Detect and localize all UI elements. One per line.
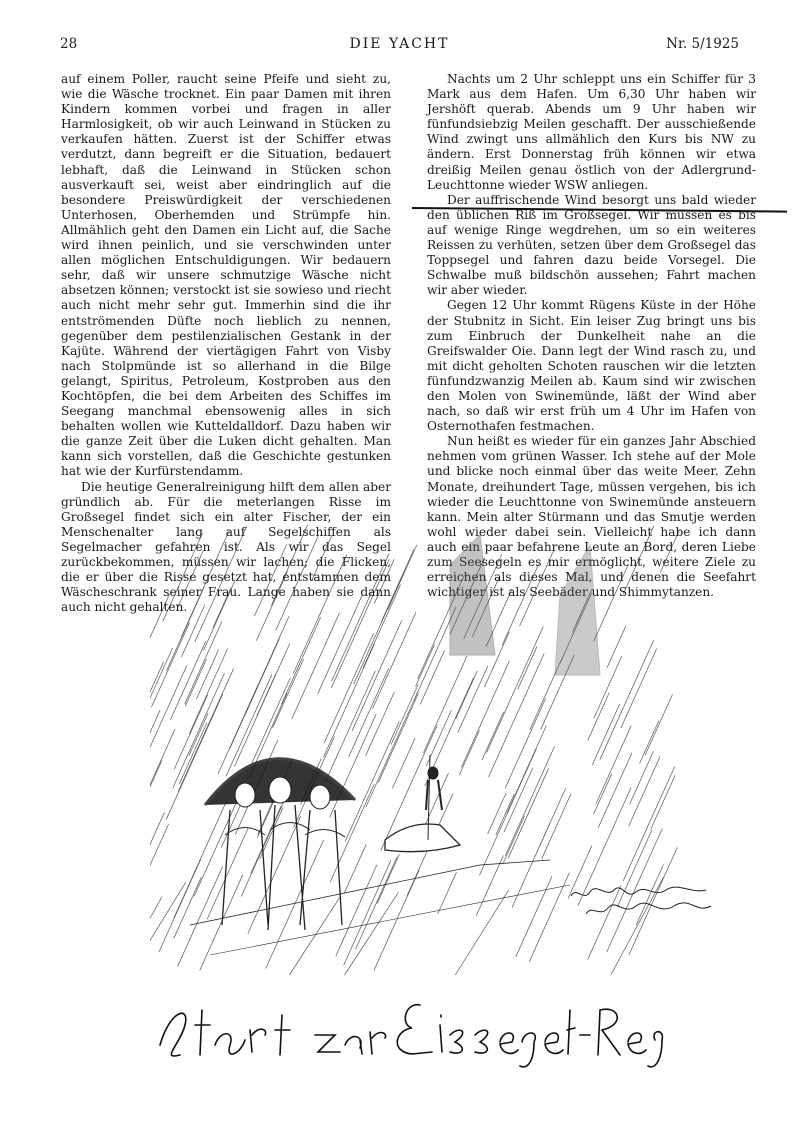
rain-stroke [596, 726, 631, 804]
rain-stroke [629, 756, 661, 826]
right-paragraph-3: Gegen 12 Uhr kommt Rügens Küste in der Höhe der Stubnitz in Sicht. Ein leiser Zug bringt uns bis zum Einbruch der Dunkelheit nahe an die Greifswalder Oie. Dann legt der Wind rasch zu, und mit dicht geholten Schoten rauschen wir die letzten fünfundzwanzig Meilen ab. Kaum sind wir zwischen den Molen von Swinemünde, läßt der Wind aber nach, so daß wir erst früh um 4 Uhr im Hafen von Osternothafen festmachen. [427, 298, 756, 434]
rain-stroke [489, 653, 545, 777]
rain-stroke [372, 612, 415, 709]
right-paragraph-2: Der auffrischende Wind besorgt uns bald wieder den üblichen Riß im Großsegel. Wir müssen es bis auf wenige Ringe wegdrehen, um so ein weiteres Reissen zu verhüten, setzen über dem Großsegel das Toppsegel und fahren dazu beide Vorsegel. Die Schwalbe muß bildschön aussehen; Fahrt machen wir aber wieder. [427, 192, 756, 298]
rain-stroke [355, 856, 397, 949]
rain-stroke [200, 875, 243, 971]
right-paragraph-1: Nachts um 2 Uhr schleppt uns ein Schiffer für 3 Mark aus dem Hafen. Um 6,30 Uhr haben wir Jershöft querab. Abends um 9 Uhr haben wir fünfundsiebzig Meilen geschafft. Der ausschießende Wind zwingt uns allmählich den Kurs bis NW zu ändern. Erst Donnerstag früh können wir etwa dreißig Meilen genau östlich von der Adlergrund-Leuchttonne wieder WSW anliegen. [427, 72, 756, 192]
rain-stroke [273, 659, 304, 728]
rain-stroke [281, 617, 320, 704]
rain-stroke [487, 626, 544, 752]
rain-stroke [623, 526, 654, 594]
rain-stroke [203, 581, 234, 651]
rain-stroke [600, 640, 654, 759]
left-paragraph-2: Die heutige Generalreinigung hilft dem allen aber gründlich ab. Für die meterlangen Risse im Großsegel findet sich ein alter Fischer, der ein Menschenalter lang auf Segelschiffen als Segelmacher gefahren ist. Als wir das Segel zurückbekommen, müssen wir lachen; die Flicken, die er über die Risse gesetzt hat, entstammen dem Wäscheschrank seiner Frau. Lange haben sie dann auch nicht gehalten. [61, 479, 391, 615]
rain-stroke [423, 656, 467, 753]
rain-stroke [311, 535, 331, 580]
rain-stroke [150, 662, 164, 755]
rain-stroke [520, 550, 554, 626]
rain-stroke [607, 625, 626, 667]
right-paragraph-4: Nun heißt es wieder für ein ganzes Jahr Abschied nehmen vom grünen Wasser. Ich stehe auf der Mole und blicke noch einmal über das weite Meer. Zehn Monate, dreihundert Tage, müssen vergehen, bis ich wieder die Leuchttonne von Swinemünde ansteuern kann. Mein alter Stürmann und das Smutje werden wohl wieder dabei sein. Vielleicht habe ich dann auch ein paar befahrene Leute an Bord, deren Liebe zum Seesegeln es mir ermöglicht, weitere Ziele zu erreichen als dieses Mal, und denen die Seefahrt wichtiger ist als Seebäder und Shimmytanzen. [427, 434, 756, 600]
rain-stroke [456, 671, 478, 719]
rain-stroke [539, 788, 565, 846]
rain-stroke [598, 753, 632, 829]
rain-stroke [420, 651, 444, 705]
rain-stroke [621, 648, 657, 727]
rain-stroke [529, 873, 569, 962]
rain-stroke [479, 749, 536, 876]
rain-stroke [518, 647, 537, 690]
rain-stroke [150, 710, 160, 791]
handwritten-caption-drawing [150, 990, 670, 1070]
rain-stroke [271, 525, 307, 606]
rain-stroke [245, 640, 279, 715]
rain-stroke [174, 802, 226, 919]
rain-stroke [645, 694, 672, 755]
issue-number: Nr. 5/1925 [666, 36, 739, 52]
rain-stroke [150, 824, 169, 903]
rain-stroke [254, 544, 286, 616]
rain-stroke [266, 840, 324, 969]
rain-stroke [185, 659, 206, 706]
rain-stroke [151, 623, 189, 708]
rain-stroke [150, 665, 187, 747]
rain-stroke [593, 774, 611, 815]
illustration-caption [150, 990, 670, 1070]
rain-stroke [488, 793, 507, 834]
rain-stroke [248, 816, 301, 933]
rain-stroke [150, 882, 186, 975]
rain-stroke [159, 859, 201, 952]
rain-stroke [378, 693, 418, 782]
rain-stroke [345, 721, 399, 841]
rain-stroke [323, 644, 374, 758]
rain-stroke [651, 775, 675, 829]
rain-stroke [233, 616, 289, 741]
rain-stroke [179, 722, 207, 783]
rain-stroke [640, 720, 659, 763]
rain-stroke [366, 692, 395, 756]
rain-stroke [163, 533, 203, 621]
rain-stroke [374, 559, 394, 603]
rain-stroke [354, 573, 404, 684]
rain-stroke [504, 768, 533, 832]
rain-stroke [194, 794, 240, 897]
rain-stroke [392, 738, 415, 788]
rain-stroke [325, 671, 375, 782]
rain-stroke [336, 865, 377, 956]
rain-stroke [150, 760, 162, 809]
rain-stroke [150, 594, 169, 661]
rain-stroke [344, 845, 366, 893]
journal-title: DIE YACHT [349, 36, 450, 52]
rain-stroke [344, 860, 391, 965]
rain-stroke [502, 564, 538, 645]
left-paragraph-1: auf einem Poller, raucht seine Pfeife und sieht zu, wie die Wäsche trocknet. Ein paar Damen mit ihren Kindern kommen vorbei und fragen in aller Harmlosigkeit, ob wir auch Leinwand in Stücken zu verkaufen hätten. Zuerst ist der Schiffer etwas verdutzt, dann begreift er die Situation, bedauert lebhaft, daß die Leinwand in Stücken schon ausverkauft sei, weist aber eindringlich auf die besondere Preiswürdigkeit der verschiedenen Unterhosen, Oberhemden und Strümpfe hin. Allmählich geht den Damen ein Licht auf, die Sache wird ihnen peinlich, und sie verschwinden unter allen möglichen Entschuldigungen. Wir bedauern sehr, daß wir unsere schmutzige Wäsche nicht absetzen können; verstockt ist sie sowieso und riecht auch nicht mehr sehr gut. Immerhin sind die ihr entströmenden Düfte noch lieblich zu nennen, gegenüber dem pestilenzialischen Gestank in der Kajüte. Während der viertägigen Fahrt von Visby nach Stolpmünde ist so allerhand in die Bilge gelangt, Spiritus, Petroleum, Kostproben aus den Kochtöpfen, die bei dem Arbeiten des Schiffes im Seegang manchmal ebensowenig alles in sich behalten wollen wie Kutteldalldorf. Dazu haben wir die ganze Zeit über die Luken dicht gehalten. Man kann sich vorstellen, daß die Geschichte gestunken hat wie der Kurfürstendamm. [61, 72, 391, 479]
rain-stroke [178, 867, 223, 967]
rain-stroke [516, 876, 552, 956]
rain-stroke [507, 725, 546, 812]
rain-stroke [173, 673, 224, 787]
signature-drawing [566, 884, 716, 924]
rain-stroke [505, 698, 545, 788]
artist-signature [566, 884, 716, 924]
rain-stroke [623, 766, 675, 881]
rain-stroke [189, 713, 208, 756]
rain-stroke [252, 678, 291, 764]
rain-stroke [391, 684, 418, 744]
rain-stroke [388, 545, 417, 610]
rain-stroke [289, 896, 340, 975]
rain-stroke [181, 605, 204, 657]
rain-stroke [150, 812, 164, 893]
rain-stroke [189, 649, 227, 734]
rain-stroke [416, 645, 435, 687]
rain-stroke [459, 730, 479, 775]
rain-stroke [150, 897, 162, 975]
rain-stroke [588, 693, 609, 741]
rain-stroke [178, 669, 233, 792]
page-number: 28 [60, 36, 78, 52]
rain-stroke [174, 877, 202, 938]
rain-stroke [508, 768, 548, 858]
rain-stroke [594, 565, 628, 641]
page-header [60, 36, 739, 56]
rain-stroke [542, 794, 571, 859]
rain-stroke [482, 712, 504, 760]
rain-stroke [503, 816, 524, 864]
rain-stroke [458, 666, 488, 733]
rain-stroke [363, 584, 401, 667]
rain-stroke [660, 530, 679, 572]
